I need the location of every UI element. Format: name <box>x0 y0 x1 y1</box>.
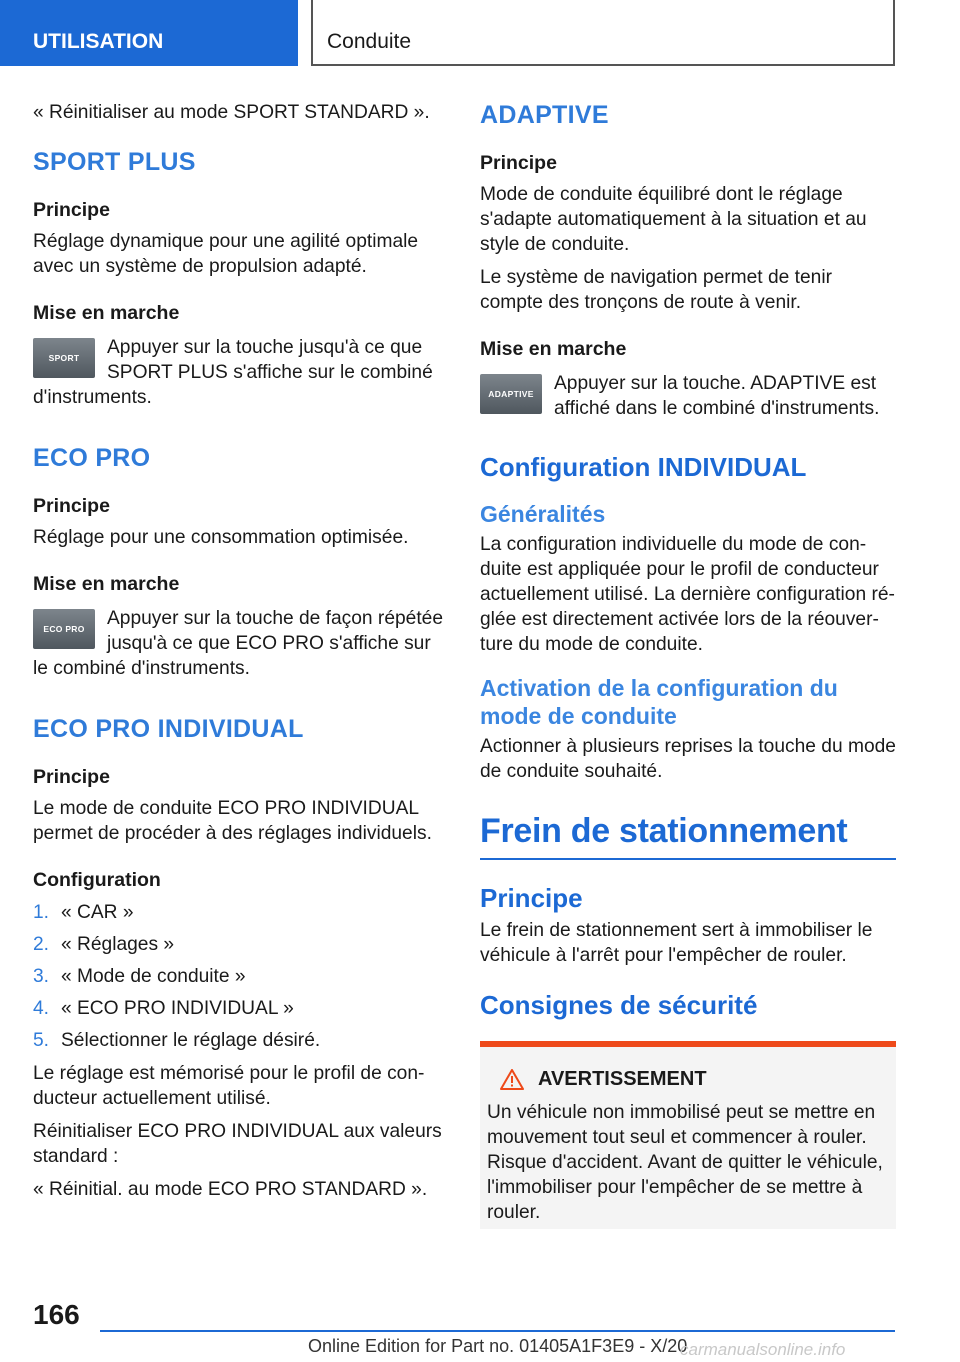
list-item: 3. « Mode de conduite » <box>33 966 246 987</box>
eco-pro-individual-heading: ECO PRO INDIVIDUAL <box>33 715 304 743</box>
left-column <box>33 100 445 1202</box>
general-text: La configuration individuelle du mode de con-duite est appliquée pour le profil de conducteur actuellement utilisé. La dernière configuration ré-glée est directement activée lors de la réouver-ture du mode de conduite. <box>480 534 895 655</box>
eco-pro-principle-text: Réglage pour une consommation optimisée. <box>33 527 409 548</box>
activation-config-heading: Activation de la configuration du mode de conduite <box>480 675 838 729</box>
memory-note: Le réglage est mémorisé pour le profil de con-ducteur actuellement utilisé. <box>33 1063 425 1109</box>
parking-brake-principle-heading: Principe <box>480 883 583 913</box>
general-heading: Généralités <box>480 501 606 527</box>
adaptive-key-icon: ADAPTIVE <box>480 374 542 414</box>
list-item: 1. « CAR » <box>33 902 134 923</box>
sport-plus-heading: SPORT PLUS <box>33 148 196 176</box>
chapter-tab <box>311 0 895 66</box>
intro-text: « Réinitialiser au mode SPORT STANDARD ». <box>33 102 430 123</box>
activation-config-text: Actionner à plusieurs reprises la touche du mode de conduite souhaité. <box>480 736 896 782</box>
warning-box <box>480 1041 896 1229</box>
sport-key-icon: SPORT <box>33 338 95 378</box>
parking-brake-principle-text: Le frein de stationnement sert à immobiliser le véhicule à l'arrêt pour l'empêcher de rouler. <box>480 920 873 966</box>
eco-pro-individual-principle-heading: Principe <box>33 766 110 788</box>
adaptive-activation-text: Appuyer sur la touche. ADAPTIVE est affiché dans le combiné d'instruments. <box>554 373 880 419</box>
right-column <box>480 100 896 1229</box>
eco-pro-principle-heading: Principe <box>33 495 110 517</box>
eco-pro-heading: ECO PRO <box>33 444 151 472</box>
edition-note: Online Edition for Part no. 01405A1F3E9 - X/20 <box>308 1336 688 1356</box>
footer-divider <box>100 1330 895 1332</box>
sport-plus-activation-heading: Mise en marche <box>33 302 180 324</box>
eco-pro-key-icon: ECO PRO <box>33 609 95 649</box>
reset-command: « Réinitial. au mode ECO PRO STANDARD ». <box>33 1179 428 1200</box>
watermark: carmanualsonline.info <box>680 1340 846 1359</box>
parking-brake-heading: Frein de stationnement <box>480 812 848 850</box>
eco-pro-activation <box>33 606 445 681</box>
eco-pro-individual-principle-text: Le mode de conduite ECO PRO INDIVIDUAL permet de procéder à des réglages individuels. <box>33 798 432 844</box>
configuration-steps <box>33 900 445 1053</box>
individual-heading: Configuration INDIVIDUAL <box>480 452 807 482</box>
adaptive-principle-heading: Principe <box>480 152 557 174</box>
adaptive-activation-heading: Mise en marche <box>480 338 627 360</box>
warning-triangle-icon <box>500 1069 524 1090</box>
sport-plus-activation <box>33 335 445 410</box>
list-item: 2. « Réglages » <box>33 934 175 955</box>
list-item: 4. « ECO PRO INDIVIDUAL » <box>33 998 294 1019</box>
adaptive-heading: ADAPTIVE <box>480 101 609 129</box>
section-tab <box>0 0 298 66</box>
reset-note: Réinitialiser ECO PRO INDIVIDUAL aux valeurs standard : <box>33 1121 442 1167</box>
chapter-title: Conduite <box>327 30 412 53</box>
warning-text: Un véhicule non immobilisé peut se mettre en mouvement tout seul et commencer à rouler. Risque d'accident. Avant de quitter le véhicule, l'immobiliser pour l'empêcher de se mettre à rouler. <box>487 1102 883 1223</box>
heading-divider <box>480 858 896 860</box>
sport-plus-principle-text: Réglage dynamique pour une agilité optimale avec un système de propulsion adapté. <box>33 231 419 277</box>
sport-plus-principle-heading: Principe <box>33 199 110 221</box>
eco-pro-activation-heading: Mise en marche <box>33 573 180 595</box>
adaptive-activation <box>480 371 896 421</box>
warning-header <box>487 1067 884 1092</box>
sport-plus-activation-text: Appuyer sur la touche jusqu'à ce que SPORT PLUS s'affiche sur le combiné d'instruments. <box>33 337 433 408</box>
adaptive-principle-text: Mode de conduite équilibré dont le réglage s'adapte automatiquement à la situation et au style de conduite. <box>480 184 867 255</box>
list-item: 5. Sélectionner le réglage désiré. <box>33 1030 321 1051</box>
configuration-heading: Configuration <box>33 869 161 891</box>
page-number: 166 <box>33 1299 80 1330</box>
eco-pro-activation-text: Appuyer sur la touche de façon répétée jusqu'à ce que ECO PRO s'affiche sur le combiné d'instruments. <box>33 608 444 679</box>
warning-title: AVERTISSEMENT <box>538 1068 707 1090</box>
adaptive-navigation-text: Le système de navigation permet de tenir compte des tronçons de route à venir. <box>480 267 832 313</box>
section-title: UTILISATION <box>33 30 164 53</box>
safety-heading: Consignes de sécurité <box>480 990 758 1020</box>
